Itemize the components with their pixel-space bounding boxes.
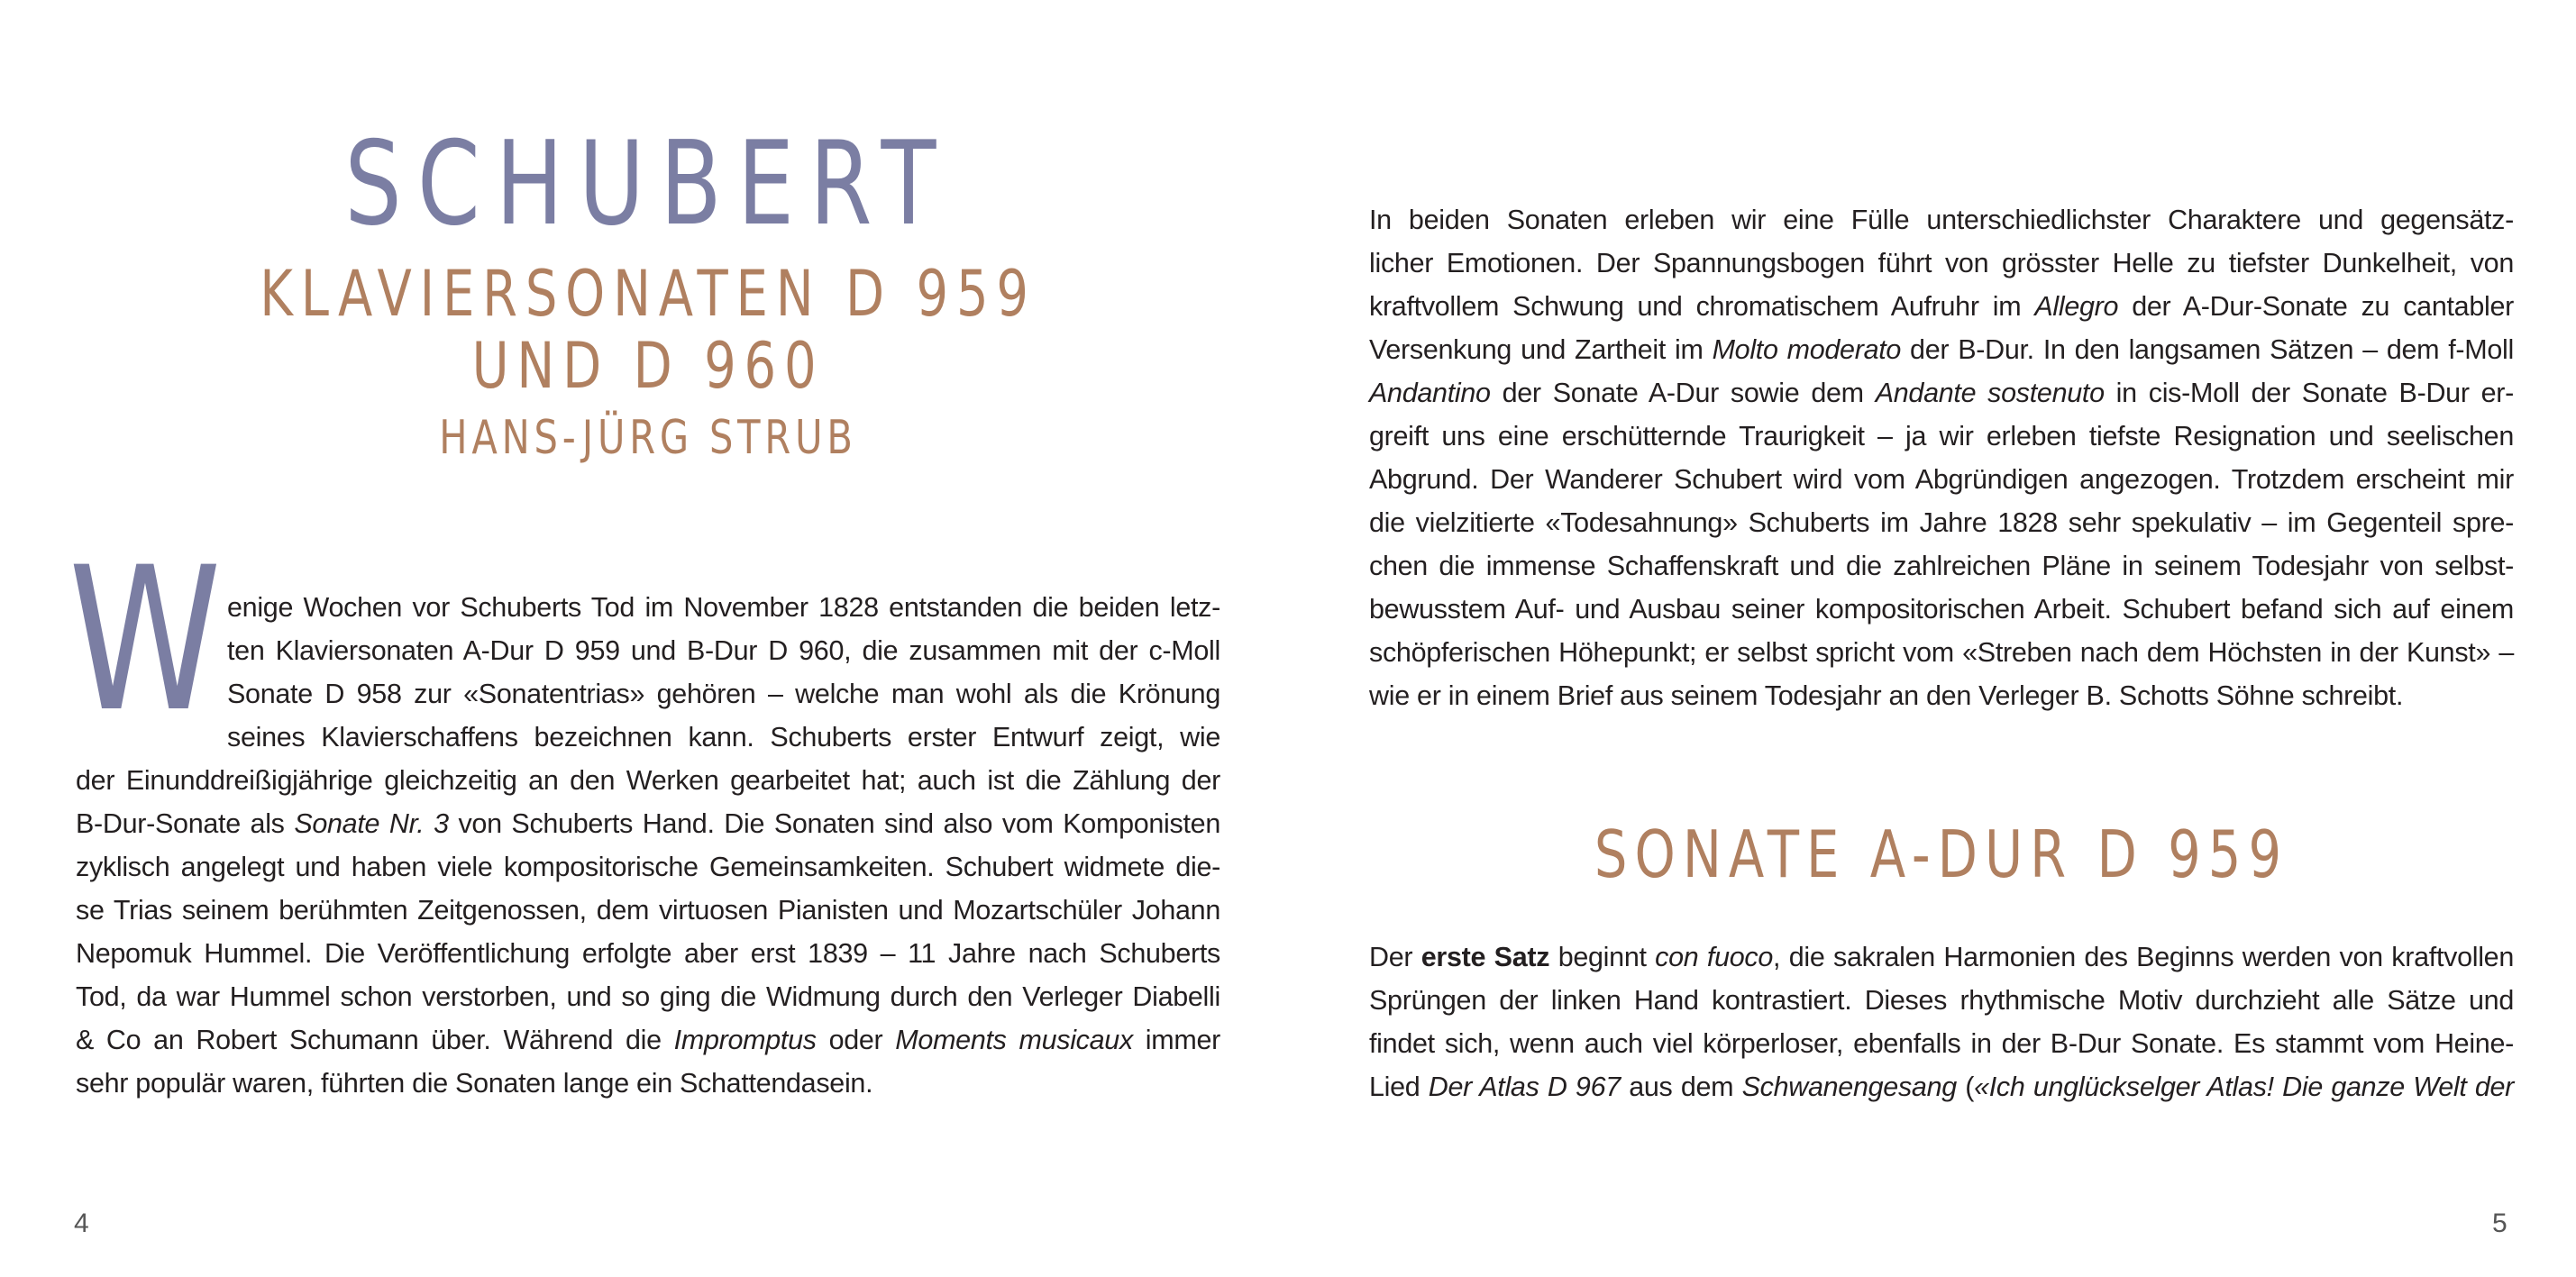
text-line — [76, 672, 1220, 716]
text-segment: von Schuberts Hand. Die Sonaten sind also vom Komponisten — [448, 808, 1220, 839]
author-name: HANS-JÜRG STRUB — [439, 411, 857, 465]
text-line — [76, 889, 1220, 932]
text-segment: & Co an Robert Schumann über. Während die — [76, 1025, 674, 1055]
text-segment: der A-Dur-Sonate zu cantabler — [2118, 291, 2514, 322]
text-segment: greift uns eine erschütternde Traurigkeit – ja wir erleben tiefste Resignation und seelischen — [1369, 421, 2514, 452]
text-segment: bewusstem Auf- und Ausbau seiner kompositorischen Arbeit. Schubert befand sich auf einem — [1369, 594, 2514, 625]
italic-text: Molto moderato — [1712, 334, 1902, 365]
text-segment: Sonate D 958 zur «Sonatentrias» gehören – welche man wohl als die Krönung — [227, 679, 1220, 709]
text-segment: zyklisch angelegt und haben viele kompositorische Gemeinsamkeiten. Schubert widmete die- — [76, 852, 1220, 882]
page-number-right: 5 — [2492, 1209, 2507, 1238]
text-segment: aus dem — [1620, 1072, 1742, 1102]
text-segment: oder — [816, 1025, 896, 1055]
text-line — [1369, 935, 2514, 979]
text-line — [76, 845, 1220, 889]
text-segment: Lied — [1369, 1072, 1429, 1102]
drop-cap: W — [69, 524, 222, 755]
text-segment: ten Klaviersonaten A-Dur D 959 und B-Dur D 960, die zusammen mit der c-Moll — [227, 635, 1220, 666]
italic-text: «Ich unglückselger Atlas! Die ganze Welt der — [1974, 1072, 2515, 1102]
intro-paragraph — [76, 586, 1220, 1105]
text-line — [76, 1062, 1220, 1105]
section-title: SONATE A-DUR D 959 — [1594, 816, 2289, 892]
text-line — [76, 586, 1220, 629]
bold-text: erste Satz — [1420, 942, 1550, 972]
text-line — [1369, 674, 2514, 717]
text-line — [1369, 1022, 2514, 1065]
italic-text: Andantino — [1369, 378, 1491, 408]
text-line — [1369, 371, 2514, 415]
text-line — [76, 716, 1220, 759]
text-line — [76, 975, 1220, 1018]
text-segment: in cis-Moll der Sonate B-Dur er- — [2104, 378, 2515, 408]
italic-text: Impromptus — [673, 1025, 817, 1055]
composer-title: SCHUBERT — [344, 117, 952, 251]
text-segment: Tod, da war Hummel schon verstorben, und so ging die Widmung durch den Verleger Diabelli — [76, 981, 1220, 1012]
text-segment: sehr populär waren, führten die Sonaten lange ein Schattendasein. — [76, 1068, 873, 1099]
text-line — [1369, 544, 2514, 588]
text-line — [1369, 328, 2514, 371]
italic-text: Allegro — [2034, 291, 2119, 322]
text-segment: Sprüngen der linken Hand kontrastiert. Dieses rhythmische Motiv durchzieht alle Sätze und — [1369, 985, 2514, 1016]
text-line — [76, 932, 1220, 975]
text-segment: ( — [1956, 1072, 1975, 1102]
italic-text: Sonate Nr. 3 — [294, 808, 449, 839]
text-segment: findet sich, wenn auch viel körperloser, ebenfalls in der B-Dur Sonate. Es stammt vom Heine- — [1369, 1028, 2514, 1059]
text-segment: die vielzitierte «Todesahnung» Schuberts im Jahre 1828 sehr spekulativ – im Gegenteil spre- — [1369, 507, 2514, 538]
work-subtitle: KLAVIERSONATEN D 959 UND D 960 — [260, 257, 1037, 403]
text-line — [76, 802, 1220, 845]
text-segment: seines Klavierschaffens bezeichnen kann. Schuberts erster Entwurf zeigt, wie — [227, 722, 1220, 753]
text-segment: Nepomuk Hummel. Die Veröffentlichung erfolgte aber erst 1839 – 11 Jahre nach Schuberts — [76, 938, 1220, 969]
text-line — [76, 1018, 1220, 1062]
italic-text: Moments musicaux — [895, 1025, 1133, 1055]
text-segment: wie er in einem Brief aus seinem Todesjahr an den Verleger B. Schotts Söhne schreibt. — [1369, 680, 2404, 711]
text-line — [1369, 415, 2514, 458]
text-segment: der Sonate A-Dur sowie dem — [1490, 378, 1876, 408]
text-line — [1369, 588, 2514, 631]
first-movement-paragraph — [1369, 935, 2514, 1108]
text-line — [1369, 501, 2514, 544]
text-line — [1369, 1065, 2514, 1108]
page-number-left: 4 — [74, 1209, 89, 1238]
text-segment: der Einunddreißigjährige gleichzeitig an den Werken gearbeitet hat; auch ist die Zählung der — [76, 765, 1220, 796]
text-segment: Versenkung und Zartheit im — [1369, 334, 1713, 365]
text-line — [1369, 198, 2514, 242]
text-line — [76, 759, 1220, 802]
text-line — [76, 629, 1220, 672]
text-segment: se Trias seinem berühmten Zeitgenossen, dem virtuosen Pianisten und Mozartschüler Johann — [76, 895, 1220, 926]
text-line — [1369, 979, 2514, 1022]
text-line — [1369, 242, 2514, 285]
text-segment: B-Dur-Sonate als — [76, 808, 295, 839]
italic-text: Andante sostenuto — [1875, 378, 2105, 408]
text-line — [1369, 285, 2514, 328]
italic-text: Der Atlas D 967 — [1428, 1072, 1621, 1102]
italic-text: con fuoco — [1655, 942, 1774, 972]
text-segment: beginnt — [1549, 942, 1656, 972]
text-segment: enige Wochen vor Schuberts Tod im November 1828 entstanden die beiden letz- — [227, 592, 1220, 623]
text-segment: Abgrund. Der Wanderer Schubert wird vom Abgründigen angezogen. Trotzdem erscheint mir — [1369, 464, 2514, 495]
text-segment: kraftvollem Schwung und chromatischem Aufruhr im — [1369, 291, 2035, 322]
text-line — [1369, 458, 2514, 501]
text-line — [1369, 631, 2514, 674]
italic-text: Schwanengesang — [1741, 1072, 1957, 1102]
text-segment: immer — [1132, 1025, 1221, 1055]
text-segment: schöpferischen Höhepunkt; er selbst spricht vom «Streben nach dem Höchsten in der Kunst» – — [1369, 637, 2514, 668]
text-segment: In beiden Sonaten erleben wir eine Fülle unterschiedlichster Charaktere und gegensätz- — [1369, 205, 2514, 235]
characters-paragraph — [1369, 198, 2514, 717]
text-segment: licher Emotionen. Der Spannungsbogen führt von grösster Helle zu tiefster Dunkelheit, von — [1369, 248, 2514, 278]
text-segment: Der — [1369, 942, 1421, 972]
text-segment: chen die immense Schaffenskraft und die zahlreichen Pläne in seinem Todesjahr von selbst- — [1369, 551, 2514, 581]
text-segment: , die sakralen Harmonien des Beginns werden von kraftvollen — [1773, 942, 2515, 972]
text-segment: der B-Dur. In den langsamen Sätzen – dem f-Moll — [1901, 334, 2514, 365]
